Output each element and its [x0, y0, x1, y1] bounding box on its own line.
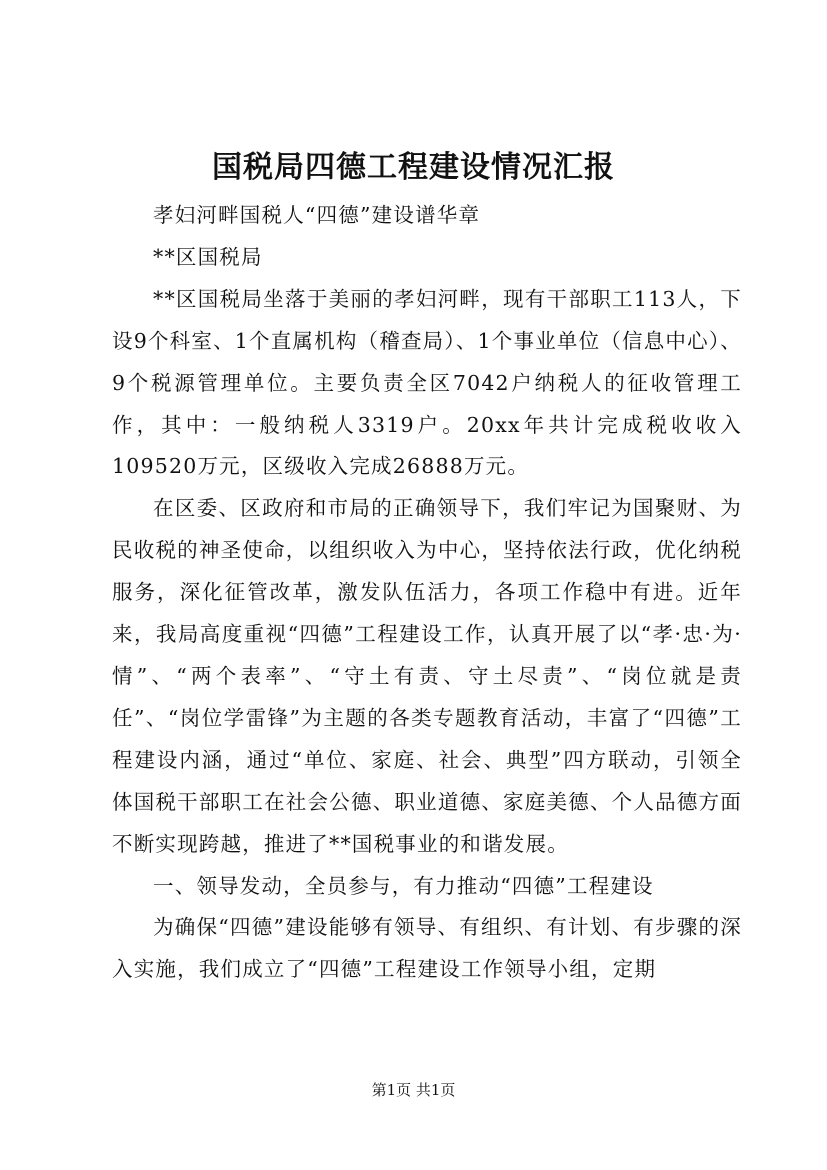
overview-paragraph: 在区委、区政府和市局的正确领导下，我们牢记为国聚财、为民收税的神圣使命，以组织收入为中心，坚持依法行政，优化纳税服务，深化征管改革，激发队伍活力，各项工作稳中有进。近年来，我局高度重视“四德”工程建设工作，认真开展了以“孝·忠·为·情”、“两个表率”、“守土有责、守土尽责”、“岗位就是责任”、“岗位学雷锋”为主题的各类专题教育活动，丰富了“四德”工程建设内涵，通过“单位、家庭、社会、典型”四方联动，引领全体国税干部职工在社会公德、职业道德、家庭美德、个人品德方面不断实现跨越，推进了**国税事业的和谐发展。: [112, 496, 742, 856]
document-body: [112, 195, 742, 991]
section-paragraph: 为确保“四德”建设能够有领导、有组织、有计划、有步骤的深入实施，我们成立了“四德”工程建设工作领导小组，定期: [112, 915, 742, 982]
section-heading: 一、领导发动，全员参与，有力推动“四德”工程建设: [153, 873, 654, 898]
document-title: 国税局四德工程建设情况汇报: [212, 150, 615, 185]
page-number-footer: 第1页 共1页: [371, 1081, 456, 1099]
author-paragraph: **区国税局: [153, 244, 263, 269]
intro-paragraph: **区国税局坐落于美丽的孝妇河畔，现有干部职工113人，下设9个科室、1个直属机构（稽查局）、1个事业单位（信息中心）、9个税源管理单位。主要负责全区7042户纳税人的征收管理工作，其中：一般纳税人3319户。20xx年共计完成税收收入109520万元，区级收入完成26888万元。: [112, 286, 742, 479]
subtitle-paragraph: 孝妇河畔国税人“四德”建设谱华章: [153, 203, 481, 227]
